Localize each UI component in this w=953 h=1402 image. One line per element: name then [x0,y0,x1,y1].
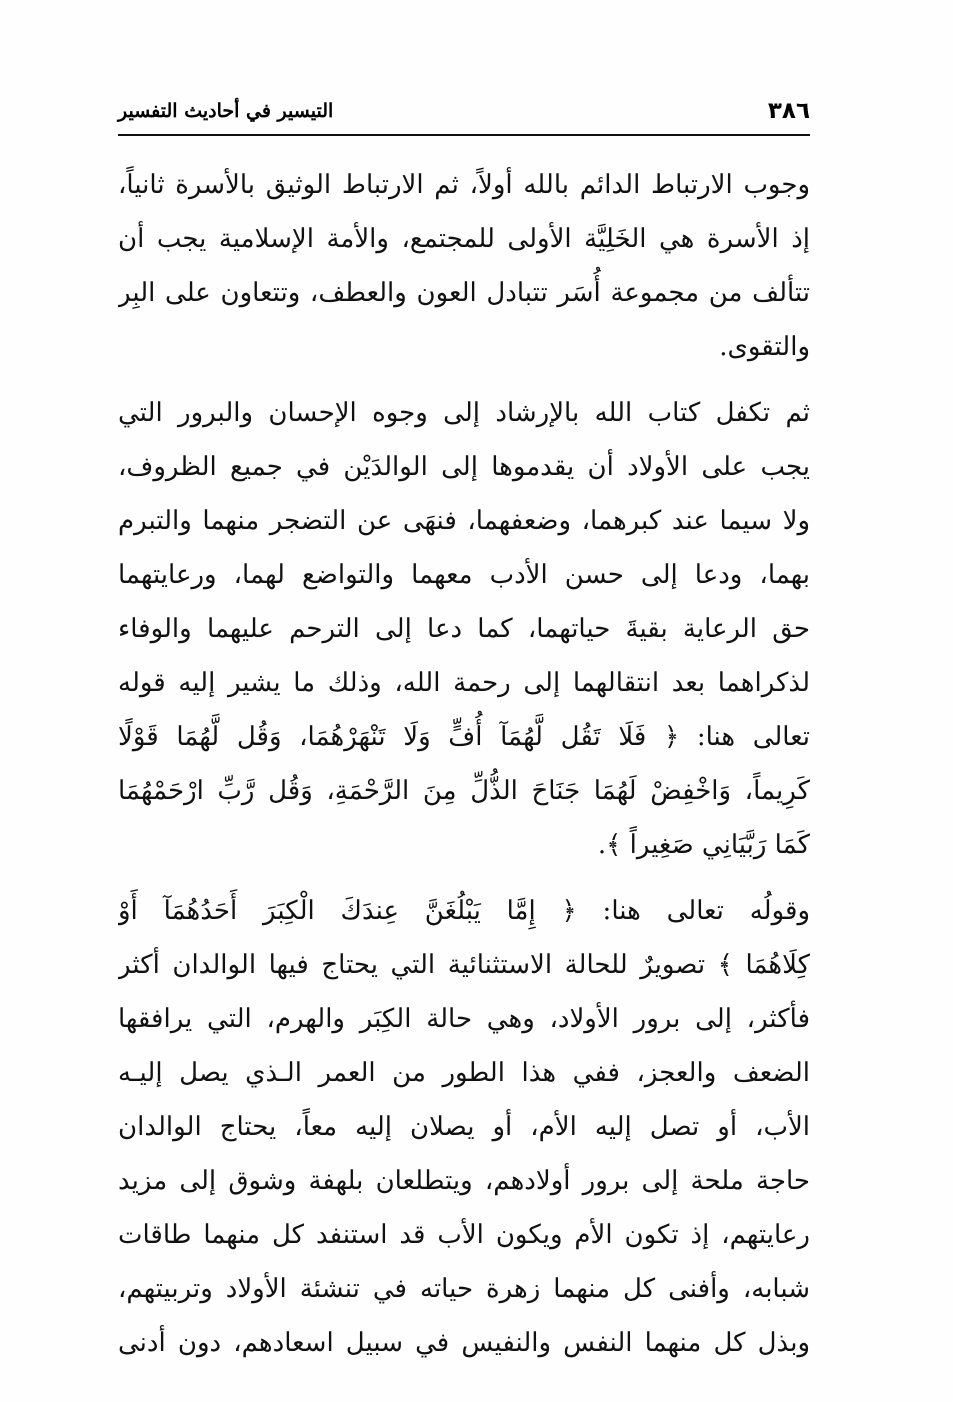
text-line: فأكثر، إلى برور الأولاد، وهي حالة الكِبَر والهرم، التي يرافقها [118,1004,810,1034]
text-line: يجب على الأولاد أن يقدموها إلى الوالدَيْن في جميع الظروف، [118,452,810,482]
page-number: ٣٨٦ [767,98,810,124]
text-line: ثم تكفل كتاب الله بالإرشاد إلى وجوه الإحسان والبرور التي [118,398,810,428]
running-title: التيسير في أحاديث التفسير [118,100,334,122]
quran-quote-line: وقولُه تعالى هنا: ﴿ إِمَّا يَبْلُغَنَّ عِندَكَ الْكِبَرَ أَحَدُهُمَآ أَوْ [118,896,810,926]
text-line: وبذل كل منهما النفس والنفيس في سبيل اسعادهم، دون أدنى [118,1328,810,1358]
text-line: إذ الأسرة هي الخَلِيَّة الأولى للمجتمع، والأمة الإسلامية يجب أن [118,224,810,254]
text-line: ولا سيما عند كبرهما، وضعفهما، فنهَى عن التضجر منهما والتبرم [118,506,810,536]
page-header [118,96,810,136]
paragraph-2 [118,386,810,872]
text-line: حاجة ملحة إلى برور أولادهم، ويتطلعان بلهفة وشوق إلى مزيد [118,1166,810,1196]
text-line: والتقوى. [719,332,810,362]
text-line: لذكراهما بعد انتقالهما إلى رحمة الله، وذلك ما يشير إليه قوله [118,668,810,698]
text-line: بهما، ودعا إلى حسن الأدب معهما والتواضع لهما، ورعايتهما [118,560,810,590]
text-line: حق الرعاية بقيةَ حياتهما، كما دعا إلى الترحم عليهما والوفاء [118,614,810,644]
header-divider [118,134,810,136]
text-line: شبابه، وأفنى كل منهما زهرة حياته في تنشئة الأولاد وتربيتهم، [118,1274,810,1304]
text-line: رعايتهم، إذ تكون الأم ويكون الأب قد استنفد كل منهما طاقات [118,1220,810,1250]
text-line: تتألف من مجموعة أُسَر تتبادل العون والعطف، وتتعاون على البِر [118,278,810,308]
text-line: كِلَاهُمَا ﴾ تصويرٌ للحالة الاستثنائية التي يحتاج فيها الوالدان أكثر [118,950,810,980]
quran-quote-line: تعالى هنا: ﴿ فَلَا تَقُل لَّهُمَآ أُفٍّ وَلَا تَنْهَرْهُمَا، وَقُل لَّهُمَا قَوْلًا [118,722,810,752]
paragraph-gap [118,374,810,386]
text-line: الضعف والعجز، ففي هذا الطور من العمر الـذي يصل إليـه [118,1058,810,1088]
quran-quote-line: كَمَا رَبَّيَانِي صَغِيراً ﴾. [597,830,810,860]
paragraph-gap [118,872,810,884]
text-line: الأب، أو تصل إليه الأم، أو يصلان إليه معاً، يحتاج الوالدان [118,1112,810,1142]
paragraph-1 [118,158,810,374]
text-line: وجوب الارتباط الدائم بالله أولاً، ثم الارتباط الوثيق بالأسرة ثانياً، [118,170,810,200]
paragraph-3 [118,884,810,1370]
body-text [118,158,810,1370]
quran-quote-line: كَرِيماً، وَاخْفِضْ لَهُمَا جَنَاحَ الذُّلِّ مِنَ الرَّحْمَةِ، وَقُل رَّبِّ ارْحَمْهُمَا [118,776,810,806]
